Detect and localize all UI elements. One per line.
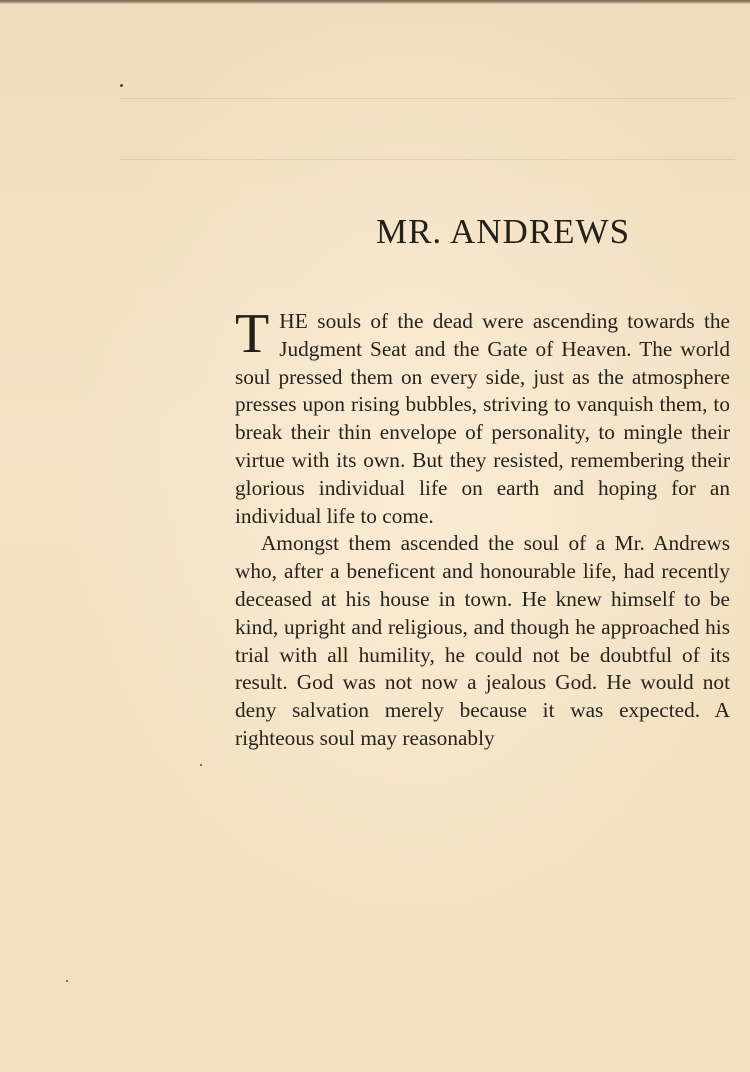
paragraph-1: [235, 303, 730, 530]
page-top-edge: [0, 0, 750, 4]
paragraph-1-text: souls of the dead were ascending towards the Judgment Seat and the Gate of Heaven. The world soul pressed them on every side, just as the atmosphere presses upon rising bubbles, striving to vanquish them, to break their thin envelope of personality, to mingle their virtue with its own. But they resisted, remembering their glorious individual life on earth and hoping for an individual life to come.: [235, 309, 730, 528]
paper-speck: [66, 980, 68, 982]
paper-speck: [200, 764, 202, 766]
first-word-rest: HE: [279, 309, 309, 333]
drop-cap: T: [235, 303, 270, 365]
chapter-title: MR. ANDREWS: [375, 212, 631, 251]
paragraph-2: Amongst them ascended the soul of a Mr. Andrews who, after a beneficent and honourable life, had recently deceased at his house in town. He knew himself to be kind, upright and religious, and though he approached his trial with all humility, he could not be doubtful of its result. God was not now a jealous God. He would not deny salvation merely because it was expected. A righteous soul may reasonably: [235, 531, 730, 750]
body-text: [235, 303, 730, 753]
show-through-header-rule: [120, 98, 735, 160]
paper-speck: [120, 84, 123, 87]
